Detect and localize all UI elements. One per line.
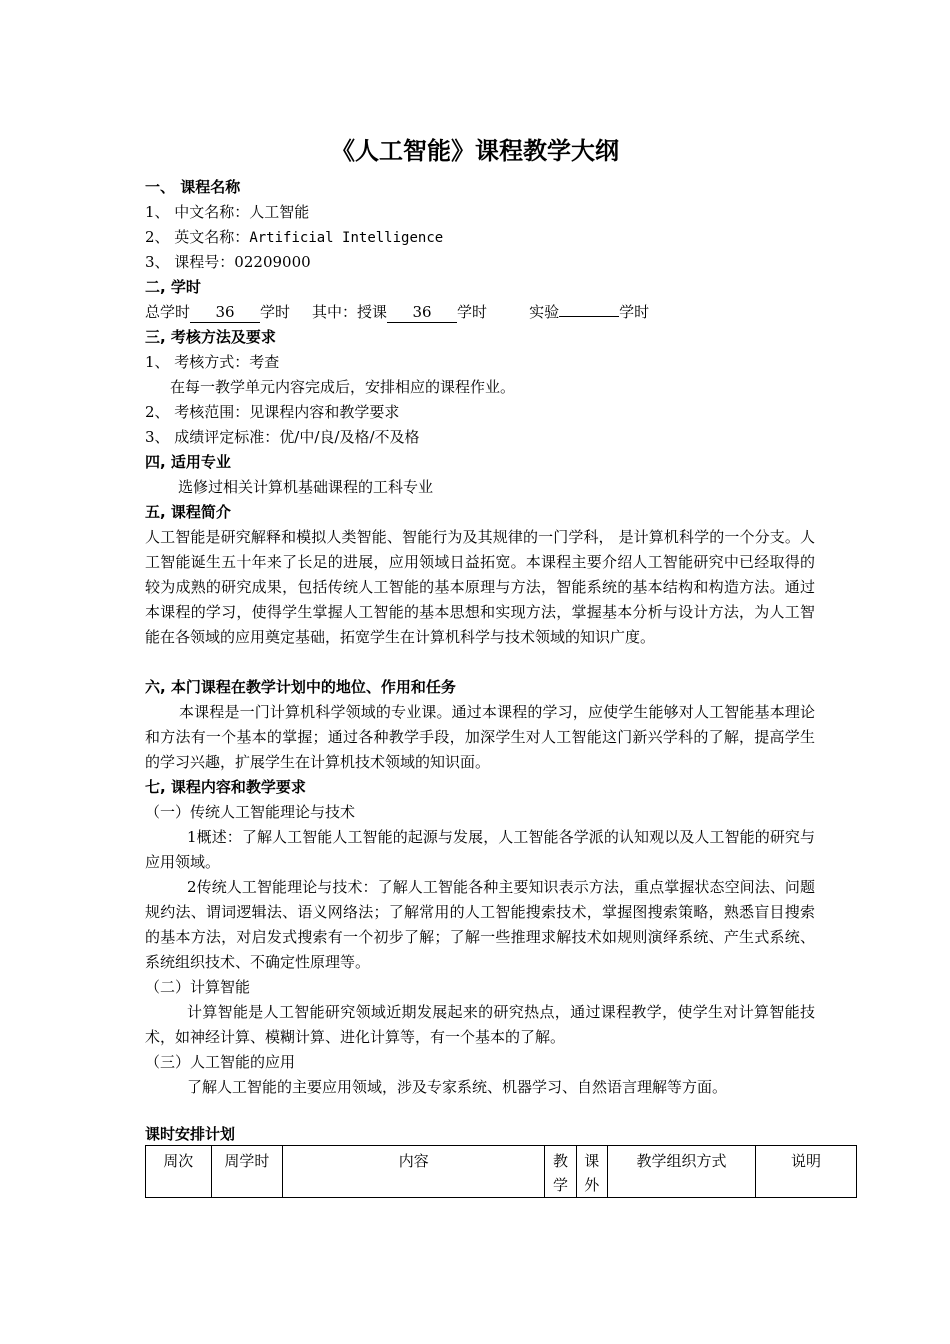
- total-hours-unit: 学时: [260, 303, 291, 321]
- section-4-heading: 四, 适用专业: [145, 453, 231, 471]
- total-hours-value: 36: [190, 302, 260, 323]
- english-name-value: Artificial Intelligence: [249, 230, 444, 246]
- applications-paragraph: 了解人工智能的主要应用领域，涉及专家系统、机器学习、自然语言理解等方面。: [187, 1078, 728, 1096]
- header-notes: 说明: [756, 1146, 857, 1198]
- assessment-method: 1、 考核方式：考查: [145, 353, 280, 371]
- header-week: 周次: [146, 1146, 212, 1198]
- course-intro-paragraph: 人工智能是研究解释和模拟人类智能、智能行为及其规律的一门学科， 是计算机科学的一个分支。人工智能诞生五十年来了长足的进展，应用领域日益拓宽。本课程主要介绍人工智能研究中已经取得的较为成熟的研究成果，包括传统人工智能的基本原理与方法，智能系统的基本结构和构造方法。通过本课程的学习，使得学生掌握人工智能的基本思想和实现方法，掌握基本分析与设计方法，为人工智能在各领域的应用奠定基础，拓宽学生在计算机科学与技术领域的知识广度。: [145, 528, 815, 646]
- lecture-hours-label: 其中：授课: [312, 303, 388, 321]
- document-title: 《人工智能》课程教学大纲: [331, 137, 619, 165]
- lecture-hours-value: 36: [387, 302, 457, 323]
- course-role-paragraph: 本课程是一门计算机科学领域的专业课。通过本课程的学习，应使学生能够对人工智能基本理论和方法有一个基本的掌握；通过各种教学手段，加深学生对人工智能这门新兴学科的了解，提高学生的学习兴趣，扩展学生在计算机技术领域的知识面。: [145, 703, 815, 771]
- applicable-majors: 选修过相关计算机基础课程的工科专业: [178, 478, 434, 496]
- lab-hours-unit: 学时: [619, 303, 650, 321]
- section-6-heading: 六, 本门课程在教学计划中的地位、作用和任务: [145, 678, 456, 696]
- lab-hours-label: 实验: [529, 303, 560, 321]
- header-organization: 教学组织方式: [607, 1146, 755, 1198]
- subsection-3-heading: （三）人工智能的应用: [145, 1053, 296, 1071]
- section-1-heading: 一、 课程名称: [145, 178, 241, 196]
- chinese-name-line: 1、 中文名称：人工智能: [145, 203, 310, 221]
- header-weekly-hours: 周学时: [211, 1146, 283, 1198]
- total-hours-label: 总学时: [145, 303, 191, 321]
- schedule-heading: 课时安排计划: [145, 1125, 236, 1143]
- header-teaching: 教学: [545, 1146, 576, 1198]
- lecture-hours-unit: 学时: [457, 303, 488, 321]
- header-extracurricular: 课外: [576, 1146, 607, 1198]
- section-5-heading: 五, 课程简介: [145, 503, 231, 521]
- traditional-ai-paragraph: 2传统人工智能理论与技术：了解人工智能各种主要知识表示方法，重点掌握状态空间法、问题规约法、谓词逻辑法、语义网络法；了解常用的人工智能搜索技术，掌握图搜索策略，熟悉盲目搜索的基本方法，对启发式搜索有一个初步了解；了解一些推理求解技术如规则演绎系统、产生式系统、系统组织技术、不确定性原理等。: [145, 878, 815, 971]
- subsection-2-heading: （二）计算智能: [145, 978, 251, 996]
- english-name-label: 2、 英文名称：: [145, 228, 250, 246]
- overview-paragraph: 1概述：了解人工智能人工智能的起源与发展，人工智能各学派的认知观以及人工智能的研究与应用领域。: [145, 828, 815, 871]
- hours-line: [145, 300, 815, 325]
- section-3-heading: 三, 考核方法及要求: [145, 328, 276, 346]
- course-number-line: 3、 课程号：02209000: [145, 253, 311, 271]
- assessment-note: 在每一教学单元内容完成后，安排相应的课程作业。: [170, 378, 516, 396]
- subsection-1-heading: （一）传统人工智能理论与技术: [145, 803, 356, 821]
- section-7-heading: 七, 课程内容和教学要求: [145, 778, 306, 796]
- computational-intelligence-paragraph: 计算智能是人工智能研究领域近期发展起来的研究热点，通过课程教学，使学生对计算智能技术，如神经计算、模糊计算、进化计算等，有一个基本的了解。: [145, 1003, 815, 1046]
- table-header-row: [146, 1146, 857, 1198]
- english-name-line: [145, 225, 815, 251]
- grading-standard: 3、 成绩评定标准：优/中/良/及格/不及格: [145, 428, 420, 446]
- section-2-heading: 二, 学时: [145, 278, 201, 296]
- lab-hours-value: [559, 316, 619, 317]
- header-content: 内容: [283, 1146, 545, 1198]
- assessment-scope: 2、 考核范围：见课程内容和教学要求: [145, 403, 400, 421]
- schedule-table: [145, 1145, 857, 1198]
